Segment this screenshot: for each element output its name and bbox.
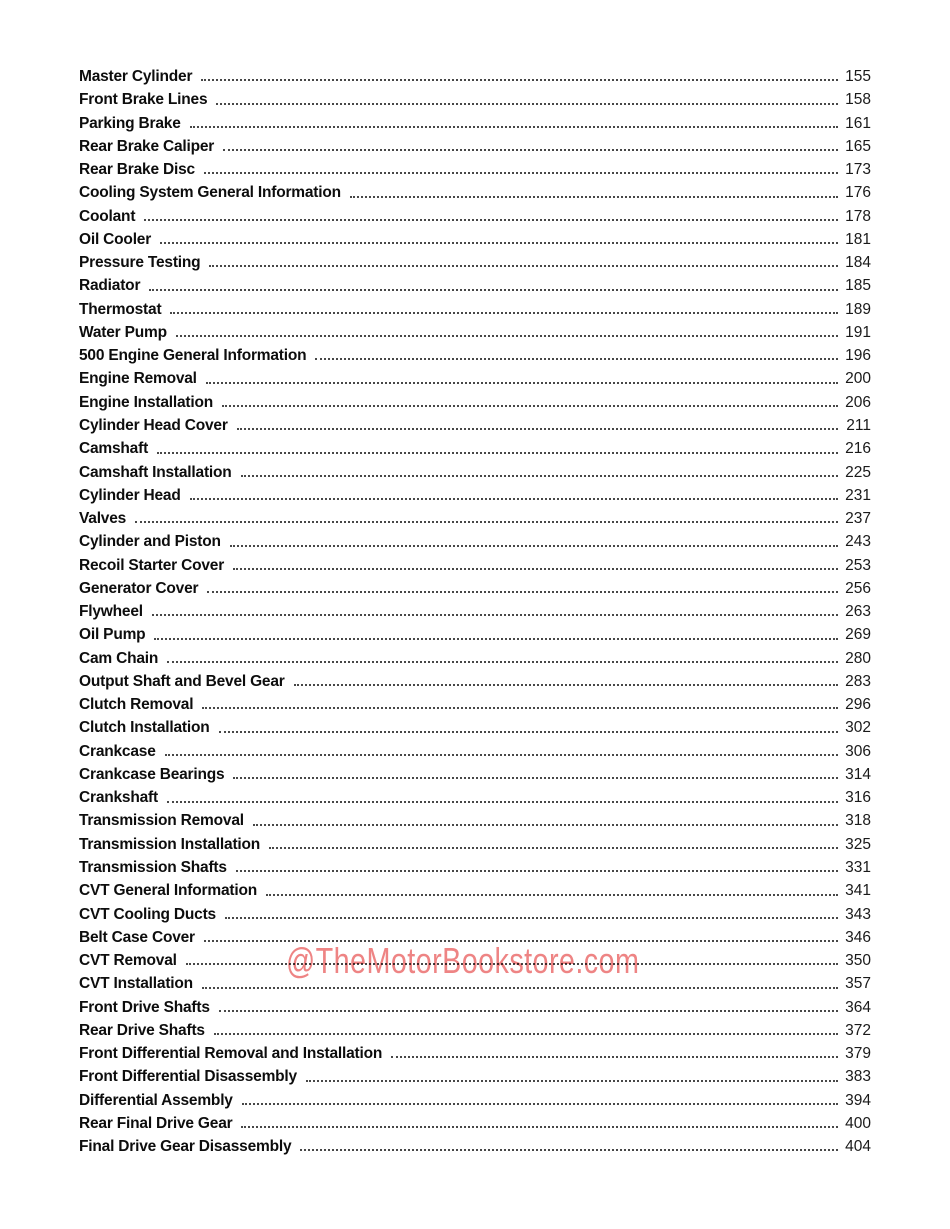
- toc-entry: [79, 577, 871, 600]
- toc-entry: [79, 530, 871, 553]
- toc-entry: [79, 623, 871, 646]
- toc-entry: [79, 856, 871, 879]
- toc-entry-page-number: 231: [845, 486, 871, 504]
- toc-entry-page-number: 318: [845, 812, 871, 830]
- toc-entry-label: Crankcase: [79, 742, 156, 760]
- toc-entry: [79, 437, 871, 460]
- toc-entry: [79, 65, 871, 88]
- dotted-leader: [186, 963, 838, 965]
- dotted-leader: [233, 777, 838, 779]
- toc-entry: [79, 996, 871, 1019]
- toc-entry-page-number: 302: [845, 719, 871, 737]
- toc-entry-label: Rear Brake Caliper: [79, 137, 215, 155]
- toc-entry-page-number: 191: [845, 323, 871, 341]
- toc-entry: [79, 321, 871, 344]
- dotted-leader: [176, 335, 838, 337]
- toc-entry-label: Cylinder Head Cover: [79, 416, 228, 434]
- dotted-leader: [207, 591, 838, 593]
- toc-entry: [79, 112, 871, 135]
- toc-entry: [79, 554, 871, 577]
- toc-entry-label: Clutch Removal: [79, 696, 194, 714]
- dotted-leader: [190, 126, 838, 128]
- toc-entry: [79, 1065, 871, 1088]
- dotted-leader: [204, 940, 838, 942]
- dotted-leader: [152, 614, 838, 616]
- toc-entry: [79, 344, 871, 367]
- dotted-leader: [223, 149, 838, 151]
- dotted-leader: [204, 172, 838, 174]
- dotted-leader: [233, 568, 838, 570]
- dotted-leader: [306, 1080, 838, 1082]
- toc-entry-page-number: 379: [845, 1045, 871, 1063]
- dotted-leader: [209, 265, 838, 267]
- toc-entry: [79, 507, 871, 530]
- toc-entry-page-number: 173: [845, 161, 871, 179]
- toc-entry: [79, 135, 871, 158]
- toc-entry-page-number: 206: [845, 393, 871, 411]
- toc-entry-label: Valves: [79, 510, 127, 528]
- toc-entry-label: Crankshaft: [79, 789, 158, 807]
- toc-entry-page-number: 263: [845, 603, 871, 621]
- toc-entry-label: Cylinder Head: [79, 486, 181, 504]
- toc-entry-label: Rear Brake Disc: [79, 161, 195, 179]
- dotted-leader: [160, 242, 838, 244]
- toc-entry: [79, 414, 871, 437]
- toc-entry-page-number: 237: [845, 510, 871, 528]
- toc-entry-label: Front Differential Disassembly: [79, 1068, 297, 1086]
- toc-entry-page-number: 158: [845, 91, 871, 109]
- dotted-leader: [216, 103, 838, 105]
- dotted-leader: [230, 545, 838, 547]
- toc-entry-label: Camshaft: [79, 440, 149, 458]
- toc-entry-label: Cylinder and Piston: [79, 533, 221, 551]
- dotted-leader: [225, 917, 838, 919]
- toc-entry-page-number: 243: [845, 533, 871, 551]
- toc-entry: [79, 763, 871, 786]
- toc-entry: [79, 786, 871, 809]
- toc-entry-label: Rear Final Drive Gear: [79, 1114, 233, 1132]
- table-of-contents: [79, 65, 871, 1158]
- dotted-leader: [219, 731, 838, 733]
- toc-entry-label: Rear Drive Shafts: [79, 1021, 205, 1039]
- dotted-leader: [170, 312, 838, 314]
- toc-entry-page-number: 357: [845, 975, 871, 993]
- toc-entry: [79, 367, 871, 390]
- toc-entry-label: Transmission Removal: [79, 812, 244, 830]
- toc-entry-label: Water Pump: [79, 323, 167, 341]
- dotted-leader: [190, 498, 838, 500]
- watermark: @TheMotorBookstore.com: [286, 940, 640, 981]
- toc-entry-page-number: 256: [845, 579, 871, 597]
- toc-entry-label: Cooling System General Information: [79, 184, 341, 202]
- toc-entry-page-number: 296: [845, 696, 871, 714]
- toc-entry-page-number: 372: [845, 1021, 871, 1039]
- toc-entry-page-number: 155: [845, 67, 871, 85]
- toc-entry-label: Engine Removal: [79, 370, 197, 388]
- dotted-leader: [242, 1103, 838, 1105]
- dotted-leader: [157, 452, 838, 454]
- toc-entry-label: Front Brake Lines: [79, 91, 208, 109]
- toc-entry-page-number: 280: [845, 649, 871, 667]
- toc-entry-label: Coolant: [79, 207, 136, 225]
- toc-entry-label: Radiator: [79, 277, 141, 295]
- toc-entry: [79, 693, 871, 716]
- toc-entry-label: Thermostat: [79, 300, 162, 318]
- toc-entry-label: Oil Cooler: [79, 230, 152, 248]
- toc-entry-page-number: 189: [845, 300, 871, 318]
- toc-entry: [79, 647, 871, 670]
- dotted-leader: [300, 1149, 838, 1151]
- toc-entry-page-number: 196: [845, 347, 871, 365]
- toc-entry-label: Output Shaft and Bevel Gear: [79, 672, 285, 690]
- toc-entry-page-number: 211: [846, 416, 871, 434]
- toc-entry: [79, 1112, 871, 1135]
- toc-entry-label: Generator Cover: [79, 579, 199, 597]
- dotted-leader: [236, 870, 838, 872]
- toc-entry: [79, 1089, 871, 1112]
- toc-entry-label: CVT Removal: [79, 952, 177, 970]
- toc-entry-page-number: 225: [845, 463, 871, 481]
- dotted-leader: [241, 475, 838, 477]
- toc-entry: [79, 740, 871, 763]
- toc-entry: [79, 88, 871, 111]
- toc-entry: [79, 716, 871, 739]
- toc-entry-label: Cam Chain: [79, 649, 159, 667]
- toc-entry-page-number: 404: [845, 1138, 871, 1156]
- toc-entry-label: CVT General Information: [79, 882, 257, 900]
- toc-entry-page-number: 331: [845, 859, 871, 877]
- dotted-leader: [315, 358, 838, 360]
- dotted-leader: [219, 1010, 838, 1012]
- toc-entry-page-number: 185: [845, 277, 871, 295]
- dotted-leader: [167, 801, 838, 803]
- toc-entry: [79, 1019, 871, 1042]
- toc-entry: [79, 484, 871, 507]
- toc-entry: [79, 926, 871, 949]
- dotted-leader: [135, 521, 838, 523]
- dotted-leader: [269, 847, 838, 849]
- toc-entry-page-number: 176: [845, 184, 871, 202]
- toc-entry-page-number: 316: [845, 789, 871, 807]
- toc-entry-page-number: 314: [845, 765, 871, 783]
- toc-entry-page-number: 200: [845, 370, 871, 388]
- toc-entry: [79, 879, 871, 902]
- toc-entry-page-number: 216: [845, 440, 871, 458]
- toc-entry: [79, 903, 871, 926]
- toc-entry-page-number: 394: [845, 1091, 871, 1109]
- toc-entry-page-number: 341: [845, 882, 871, 900]
- toc-entry: [79, 1135, 871, 1158]
- toc-entry-page-number: 306: [845, 742, 871, 760]
- toc-entry-page-number: 364: [845, 998, 871, 1016]
- toc-entry-page-number: 178: [845, 207, 871, 225]
- dotted-leader: [222, 405, 838, 407]
- toc-entry: [79, 600, 871, 623]
- toc-entry-page-number: 383: [845, 1068, 871, 1086]
- toc-entry: [79, 298, 871, 321]
- toc-entry-label: CVT Installation: [79, 975, 193, 993]
- dotted-leader: [149, 289, 838, 291]
- toc-entry-label: Final Drive Gear Disassembly: [79, 1138, 292, 1156]
- toc-entry-page-number: 181: [845, 230, 871, 248]
- dotted-leader: [294, 684, 838, 686]
- toc-entry: [79, 810, 871, 833]
- dotted-leader: [237, 428, 838, 430]
- toc-entry-page-number: 253: [845, 556, 871, 574]
- toc-entry: [79, 181, 871, 204]
- dotted-leader: [350, 196, 838, 198]
- toc-entry-label: Camshaft Installation: [79, 463, 232, 481]
- toc-entry-page-number: 269: [845, 626, 871, 644]
- dotted-leader: [154, 638, 838, 640]
- dotted-leader: [214, 1033, 838, 1035]
- toc-entry: [79, 972, 871, 995]
- toc-entry-label: Flywheel: [79, 603, 143, 621]
- toc-entry-label: Crankcase Bearings: [79, 765, 225, 783]
- toc-entry-page-number: 400: [845, 1114, 871, 1132]
- dotted-leader: [206, 382, 838, 384]
- toc-entry-label: Recoil Starter Cover: [79, 556, 225, 574]
- dotted-leader: [241, 1126, 838, 1128]
- toc-entry-page-number: 161: [845, 114, 871, 132]
- toc-entry-page-number: 343: [845, 905, 871, 923]
- toc-entry-label: Clutch Installation: [79, 719, 210, 737]
- dotted-leader: [167, 661, 838, 663]
- dotted-leader: [201, 79, 838, 81]
- toc-entry-page-number: 350: [845, 952, 871, 970]
- toc-entry-label: Belt Case Cover: [79, 928, 195, 946]
- dotted-leader: [253, 824, 838, 826]
- toc-entry-label: Differential Assembly: [79, 1091, 233, 1109]
- toc-entry-page-number: 325: [845, 835, 871, 853]
- toc-entry-label: Front Drive Shafts: [79, 998, 210, 1016]
- toc-entry-page-number: 184: [845, 254, 871, 272]
- dotted-leader: [202, 987, 838, 989]
- toc-entry: [79, 274, 871, 297]
- toc-entry: [79, 461, 871, 484]
- toc-entry-label: CVT Cooling Ducts: [79, 905, 216, 923]
- dotted-leader: [144, 219, 838, 221]
- toc-entry: [79, 1042, 871, 1065]
- toc-entry: [79, 205, 871, 228]
- toc-entry-page-number: 283: [845, 672, 871, 690]
- toc-entry: [79, 391, 871, 414]
- toc-entry: [79, 251, 871, 274]
- dotted-leader: [165, 754, 838, 756]
- toc-entry-label: Pressure Testing: [79, 254, 201, 272]
- dotted-leader: [266, 894, 838, 896]
- toc-entry: [79, 158, 871, 181]
- toc-entry-label: Transmission Shafts: [79, 859, 227, 877]
- toc-entry: [79, 670, 871, 693]
- toc-entry: [79, 949, 871, 972]
- toc-entry-page-number: 165: [845, 137, 871, 155]
- toc-entry-label: Parking Brake: [79, 114, 181, 132]
- toc-entry-label: Engine Installation: [79, 393, 213, 411]
- toc-entry-label: Oil Pump: [79, 626, 146, 644]
- toc-entry-label: Transmission Installation: [79, 835, 261, 853]
- toc-entry: [79, 833, 871, 856]
- dotted-leader: [391, 1056, 838, 1058]
- toc-entry: [79, 228, 871, 251]
- toc-entry-label: 500 Engine General Information: [79, 347, 307, 365]
- dotted-leader: [202, 707, 838, 709]
- toc-entry-page-number: 346: [845, 928, 871, 946]
- toc-entry-label: Front Differential Removal and Installation: [79, 1045, 383, 1063]
- toc-entry-label: Master Cylinder: [79, 67, 193, 85]
